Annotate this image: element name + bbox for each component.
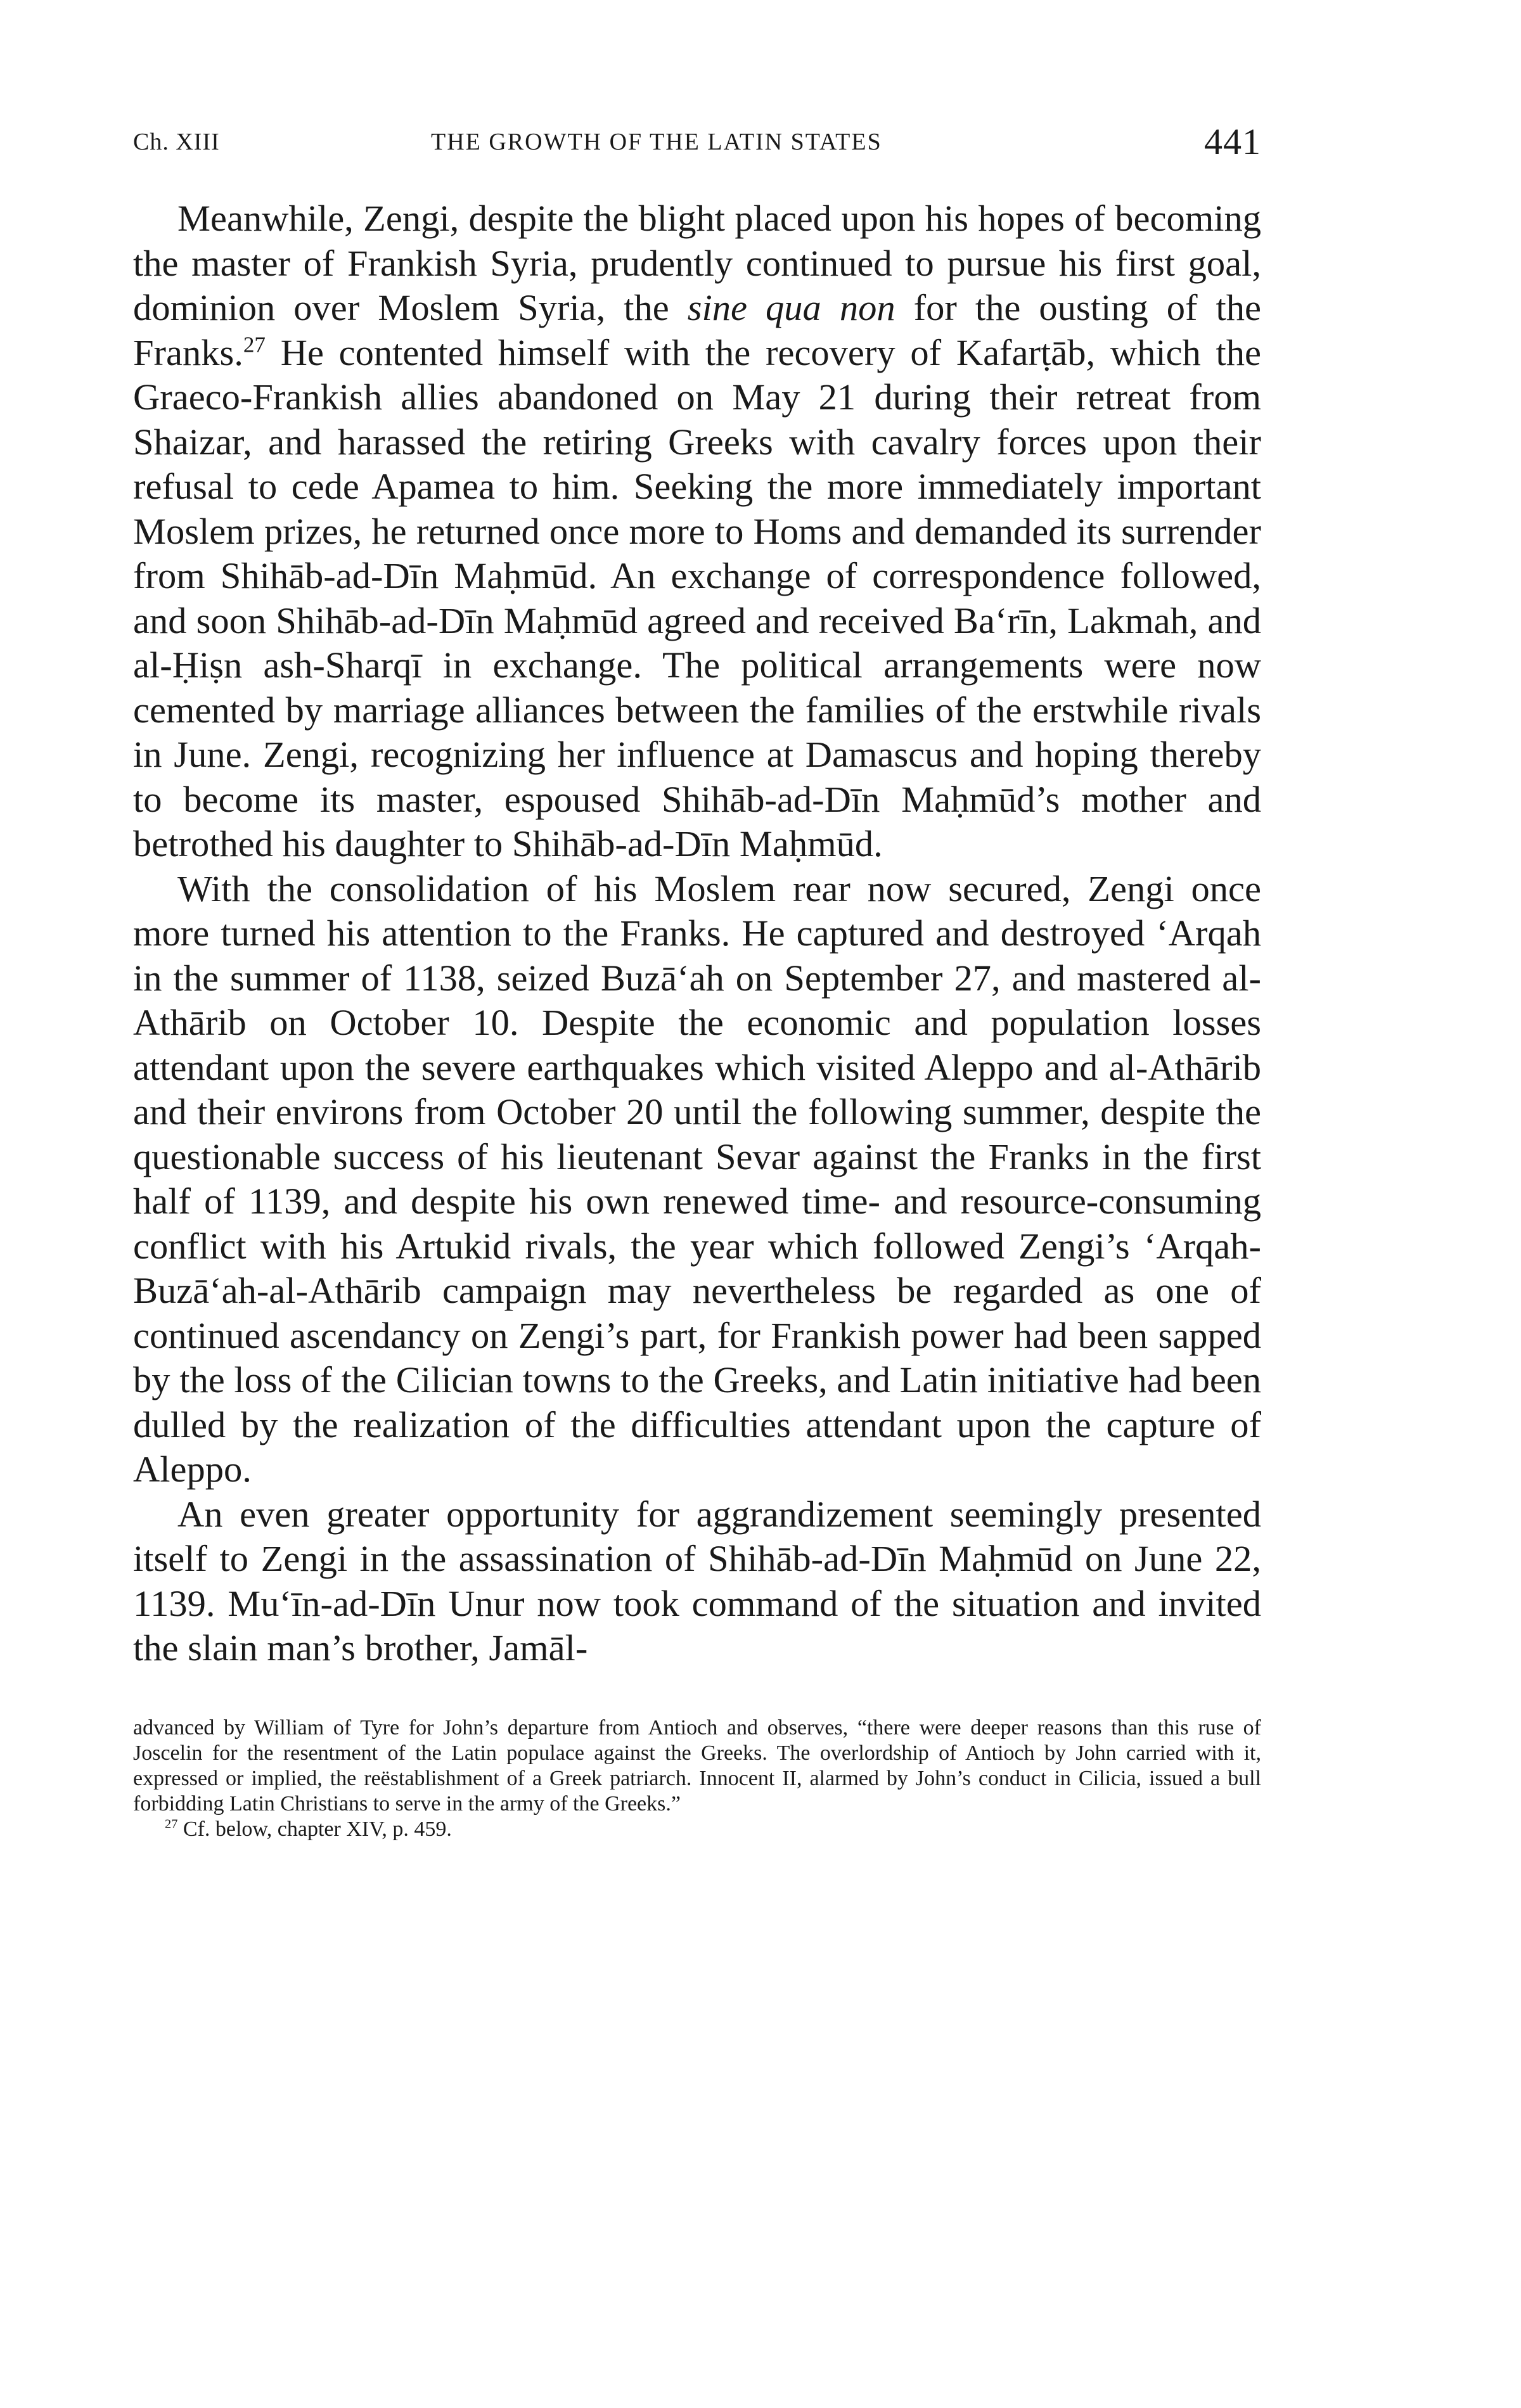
running-head <box>133 120 1261 171</box>
page-number: 441 <box>1204 121 1261 162</box>
main-text <box>133 196 1261 1671</box>
paragraph-1 <box>133 196 1261 867</box>
paragraph-1-part-b: for the ousting of the Franks. <box>133 287 1261 373</box>
paragraph-1-part-a: Meanwhile, Zengi, despite the blight placed upon his hopes of becoming the master of Frankish Syria, prudently continued to pursue his first goal, dominion over Moslem Syria, the <box>133 198 1261 328</box>
running-title: THE GROWTH OF THE LATIN STATES <box>431 129 882 155</box>
book-page <box>133 120 1261 1842</box>
footnote-27-marker: 27 <box>165 1817 178 1831</box>
chapter-label: Ch. XIII <box>133 129 220 155</box>
footnotes <box>133 1715 1261 1842</box>
footnote-27-text: Cf. below, chapter XIV, p. 459. <box>177 1817 452 1841</box>
paragraph-3: An even greater opportunity for aggrandizement seemingly presented itself to Zengi in the assassination of Shihāb-ad-Dīn Maḥmūd on June 22, 1139. Mu‘īn-ad-Dīn Unur now took command of the situation and invited the slain man’s brother, Jamāl- <box>133 1493 1261 1668</box>
footnote-ref-27: 27 <box>243 332 266 357</box>
footnote-continuation: advanced by William of Tyre for John’s departure from Antioch and observes, “there were deeper reasons than this ruse of Joscelin for the resentment of the Latin populace against the Greeks. The overlordship of Antioch by John carried with it, expressed or implied, the reëstablishment of a Greek patriarch. Innocent II, alarmed by John’s conduct in Cilicia, issued a bull forbidding Latin Christians to serve in the army of the Greeks.” <box>133 1715 1261 1816</box>
italic-phrase: sine qua non <box>687 287 895 328</box>
paragraph-1-part-c: He contented himself with the recovery of Kafarṭāb, which the Graeco-Frankish allies abandoned on May 21 during their retreat from Shaizar, and harassed the retiring Greeks with cavalry forces upon their refusal to cede Apamea to him. Seeking the more immediately important Moslem prizes, he returned once more to Homs and demanded its surrender from Shihāb-ad-Dīn Maḥmūd. An exchange of correspondence followed, and soon Shihāb-ad-Dīn Maḥmūd agreed and received Ba‘rīn, Lakmah, and al-Ḥiṣn ash-Sharqī in exchange. The political arrangements were now cemented by marriage alliances between the families of the erstwhile rivals in June. Zengi, recognizing her influence at Damascus and hoping thereby to become its master, espoused Shihāb-ad-Dīn Maḥmūd’s mother and betrothed his daughter to Shihāb-ad-Dīn Maḥmūd. <box>133 331 1261 864</box>
paragraph-2: With the consolidation of his Moslem rear now secured, Zengi once more turned his attention to the Franks. He captured and destroyed ‘Arqah in the summer of 1138, seized Buzā‘ah on September 27, and mastered al-Athārib on October 10. Despite the economic and population losses attendant upon the severe earthquakes which visited Aleppo and al-Athārib and their environs from October 20 until the following summer, despite the questionable success of his lieutenant Sevar against the Franks in the first half of 1139, and despite his own renewed time- and resource-consuming conflict with his Artukid rivals, the year which followed Zengi’s ‘Arqah-Buzā‘ah-al-Athārib campaign may nevertheless be regarded as one of continued ascendancy on Zengi’s part, for Frankish power had been sapped by the loss of the Cilician towns to the Greeks, and Latin initiative had been dulled by the realization of the difficulties attendant upon the capture of Aleppo. <box>133 868 1261 1490</box>
footnote-27 <box>133 1817 1261 1842</box>
